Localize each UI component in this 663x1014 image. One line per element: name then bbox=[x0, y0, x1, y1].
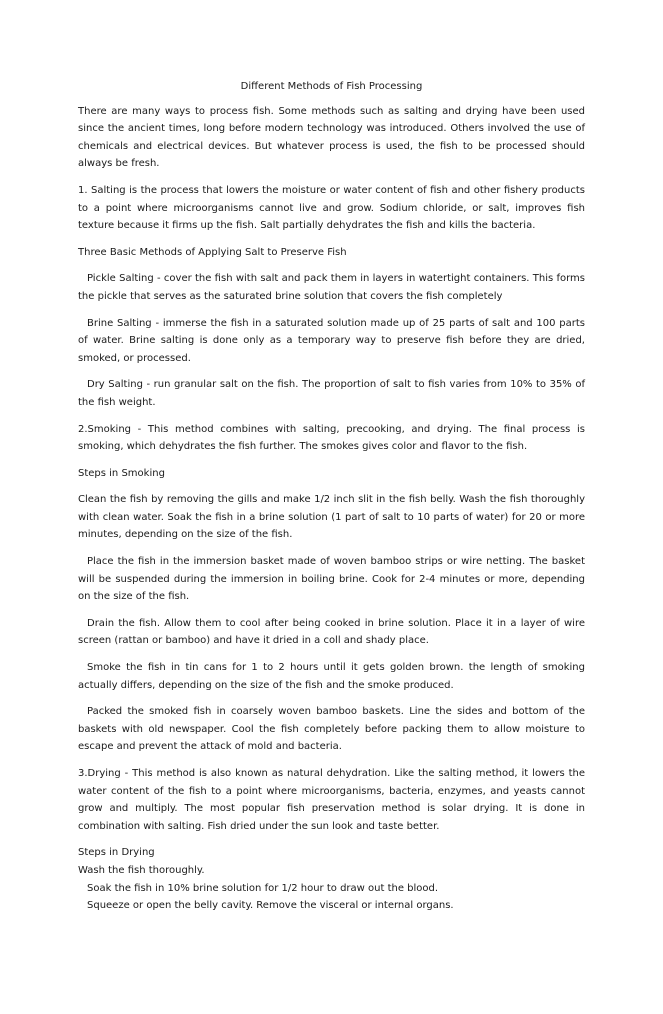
intro-paragraph: There are many ways to process fish. Some methods such as salting and drying have been used since the ancient times, long before modern technology was introduced. Others involved the use of chemicals and electrical devices. But whatever process is used, the fish to be processed should always be fresh. bbox=[78, 105, 585, 170]
page-title: Different Methods of Fish Processing bbox=[240, 81, 423, 92]
smoke-step-3: Drain the fish. Allow them to cool after being cooked in brine solution. Place it in a layer of wire screen (rattan or bamboo) and have it dried in a coll and shady place. bbox=[78, 617, 585, 647]
smoking-steps-heading: Steps in Smoking bbox=[78, 467, 165, 479]
smoking-paragraph: 2.Smoking - This method combines with salting, precooking, and drying. The final process is smoking, which dehydrates the fish further. The smokes gives color and flavor to the fish. bbox=[78, 423, 585, 453]
brine-salting-paragraph: Brine Salting - immerse the fish in a saturated solution made up of 25 parts of salt and 100 parts of water. Brine salting is done only as a temporary way to preserve fish before they are dried, smoked, or processed. bbox=[78, 317, 585, 364]
dry-step-3: Squeeze or open the belly cavity. Remove the visceral or internal organs. bbox=[87, 900, 454, 912]
smoke-step-1: Clean the fish by removing the gills and make 1/2 inch slit in the fish belly. Wash the fish thoroughly with clean water. Soak the fish in a brine solution (1 part of salt to 10 parts of water) for 20 or more minutes, depending on the size of the fish. bbox=[78, 494, 585, 541]
pickle-salting-paragraph: Pickle Salting - cover the fish with salt and pack them in layers in watertight containers. This forms the pickle that serves as the saturated brine solution that covers the fish completely bbox=[78, 273, 585, 302]
drying-paragraph: 3.Drying - This method is also known as natural dehydration. Like the salting method, it lowers the water content of the fish to a point where microorganisms, bacteria, enzymes, and yeasts cannot grow and multiply. The most popular fish preservation method is solar drying. It is done in combination with salting. Fish dried under the sun look and taste better. bbox=[78, 768, 585, 832]
drying-steps-heading: Steps in Drying bbox=[78, 847, 155, 859]
smoke-step-2: Place the fish in the immersion basket made of woven bamboo strips or wire netting. The basket will be suspended during the immersion in boiling brine. Cook for 2-4 minutes or more, depending on the size of the fish. bbox=[78, 556, 585, 603]
dry-step-2: Soak the fish in 10% brine solution for 1/2 hour to draw out the blood. bbox=[87, 882, 439, 894]
dry-salting-paragraph: Dry Salting - run granular salt on the fish. The proportion of salt to fish varies from 10% to 35% of the fish weight. bbox=[78, 379, 585, 408]
smoke-step-4: Smoke the fish in tin cans for 1 to 2 hours until it gets golden brown. the length of smoking actually differs, depending on the size of the fish and the smoke produced. bbox=[78, 662, 585, 691]
salting-paragraph: 1. Salting is the process that lowers the moisture or water content of fish and other fishery products to a point where microorganisms cannot live and grow. Sodium chloride, or salt, improves fish texture because it firms up the fish. Salt partially dehydrates the fish and kills the bacteria. bbox=[78, 184, 585, 232]
dry-step-1: Wash the fish thoroughly. bbox=[78, 864, 205, 876]
smoke-step-5: Packed the smoked fish in coarsely woven bamboo baskets. Line the sides and bottom of the baskets with old newspaper. Cool the fish completely before packing them to allow moisture to escape and prevent the attack of mold and bacteria. bbox=[78, 706, 585, 753]
salt-methods-heading: Three Basic Methods of Applying Salt to Preserve Fish bbox=[78, 246, 347, 258]
